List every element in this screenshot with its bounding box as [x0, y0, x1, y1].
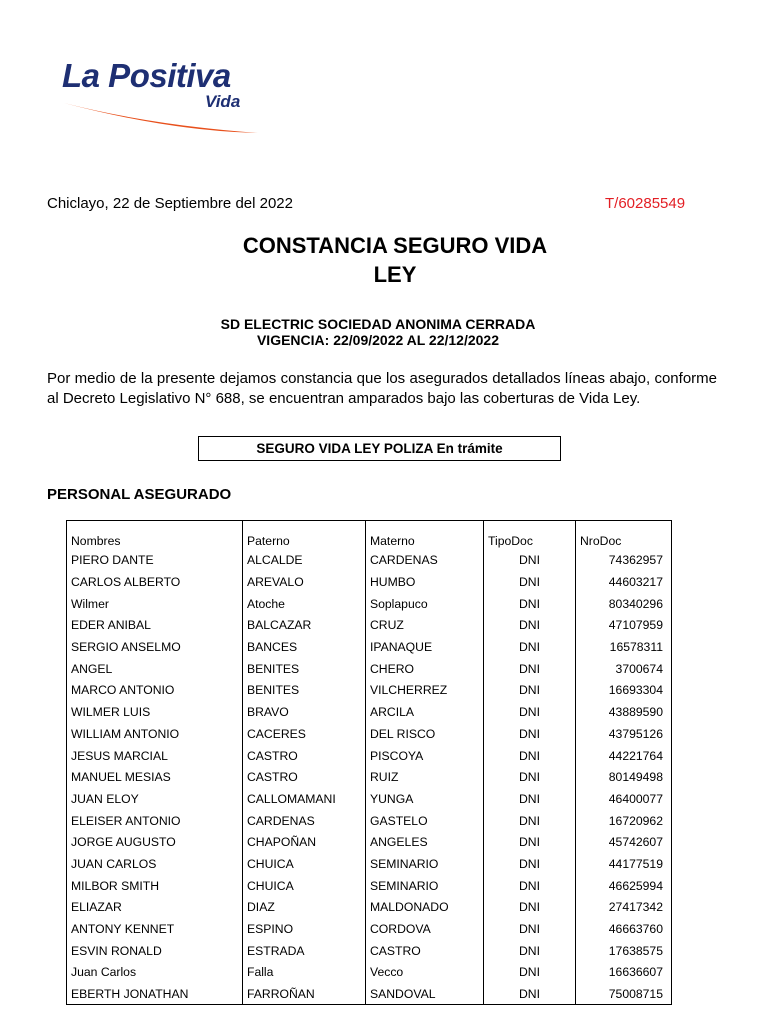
cell-nrodoc: 46625994 [576, 875, 672, 897]
cell-nrodoc: 43889590 [576, 701, 672, 723]
cell-nombres: JUAN ELOY [67, 788, 243, 810]
cell-nrodoc: 74362957 [576, 550, 672, 572]
cell-materno: PISCOYA [366, 745, 484, 767]
insured-personnel-table [66, 520, 672, 1005]
table-row [67, 788, 672, 810]
table-row [67, 810, 672, 832]
cell-nrodoc: 17638575 [576, 940, 672, 962]
table-row [67, 680, 672, 702]
cell-materno: CHERO [366, 658, 484, 680]
cell-nrodoc: 80340296 [576, 593, 672, 615]
cell-tipodoc: DNI [484, 571, 576, 593]
cell-nombres: JUAN CARLOS [67, 853, 243, 875]
vigencia-period: VIGENCIA: 22/09/2022 AL 22/12/2022 [256, 332, 500, 348]
cell-nrodoc: 46400077 [576, 788, 672, 810]
cell-paterno: AREVALO [243, 571, 366, 593]
table-row [67, 723, 672, 745]
cell-paterno: BANCES [243, 636, 366, 658]
cell-nrodoc: 3700674 [576, 658, 672, 680]
header-materno: Materno [366, 521, 484, 550]
document-title-line1: CONSTANCIA SEGURO VIDA [242, 233, 548, 258]
cell-tipodoc: DNI [484, 745, 576, 767]
cell-tipodoc: DNI [484, 875, 576, 897]
table-header-row [67, 521, 672, 550]
cell-paterno: DIAZ [243, 897, 366, 919]
header-nombres: Nombres [67, 521, 243, 550]
cell-materno: CRUZ [366, 615, 484, 637]
cell-materno: VILCHERREZ [366, 680, 484, 702]
cell-tipodoc: DNI [484, 701, 576, 723]
table-row [67, 745, 672, 767]
cell-nombres: ESVIN RONALD [67, 940, 243, 962]
cell-tipodoc: DNI [484, 940, 576, 962]
cell-paterno: ESTRADA [243, 940, 366, 962]
cell-materno: IPANAQUE [366, 636, 484, 658]
cell-nrodoc: 45742607 [576, 831, 672, 853]
cell-materno: ARCILA [366, 701, 484, 723]
reference-number: T/60285549 [605, 195, 686, 212]
table-row [67, 593, 672, 615]
city-date: Chiclayo, 22 de Septiembre del 2022 [47, 195, 293, 212]
cell-paterno: CALLOMAMANI [243, 788, 366, 810]
cell-paterno: FARROÑAN [243, 983, 366, 1005]
cell-nombres: JESUS MARCIAL [67, 745, 243, 767]
cell-nrodoc: 43795126 [576, 723, 672, 745]
header-paterno: Paterno [243, 521, 366, 550]
cell-nombres: MARCO ANTONIO [67, 680, 243, 702]
cell-nombres: MILBOR SMITH [67, 875, 243, 897]
cell-nrodoc: 46663760 [576, 918, 672, 940]
cell-nombres: EDER ANIBAL [67, 615, 243, 637]
table-row [67, 571, 672, 593]
cell-tipodoc: DNI [484, 550, 576, 572]
cell-nombres: MANUEL MESIAS [67, 766, 243, 788]
cell-paterno: Atoche [243, 593, 366, 615]
cell-materno: ANGELES [366, 831, 484, 853]
table-row [67, 636, 672, 658]
cell-nombres: Juan Carlos [67, 962, 243, 984]
table-row [67, 701, 672, 723]
cell-paterno: Falla [243, 962, 366, 984]
table-row [67, 831, 672, 853]
cell-paterno: CHUICA [243, 875, 366, 897]
cell-materno: GASTELO [366, 810, 484, 832]
cell-materno: Vecco [366, 962, 484, 984]
cell-tipodoc: DNI [484, 658, 576, 680]
table-row [67, 615, 672, 637]
cell-materno: CASTRO [366, 940, 484, 962]
cell-nrodoc: 16693304 [576, 680, 672, 702]
cell-paterno: CHUICA [243, 853, 366, 875]
cell-materno: DEL RISCO [366, 723, 484, 745]
cell-nrodoc: 16720962 [576, 810, 672, 832]
cell-nrodoc: 16636607 [576, 962, 672, 984]
header-tipodoc: TipoDoc [484, 521, 576, 550]
cell-tipodoc: DNI [484, 962, 576, 984]
cell-nombres: CARLOS ALBERTO [67, 571, 243, 593]
cell-materno: Soplapuco [366, 593, 484, 615]
cell-materno: RUIZ [366, 766, 484, 788]
cell-paterno: CHAPOÑAN [243, 831, 366, 853]
cell-paterno: BENITES [243, 680, 366, 702]
cell-materno: SANDOVAL [366, 983, 484, 1005]
table-row [67, 983, 672, 1005]
cell-materno: SEMINARIO [366, 853, 484, 875]
cell-nrodoc: 16578311 [576, 636, 672, 658]
cell-tipodoc: DNI [484, 615, 576, 637]
cell-tipodoc: DNI [484, 810, 576, 832]
cell-nombres: ANTONY KENNET [67, 918, 243, 940]
cell-paterno: ALCALDE [243, 550, 366, 572]
cell-paterno: CACERES [243, 723, 366, 745]
cell-tipodoc: DNI [484, 853, 576, 875]
cell-tipodoc: DNI [484, 983, 576, 1005]
table-row [67, 658, 672, 680]
cell-tipodoc: DNI [484, 788, 576, 810]
cell-nombres: ELIAZAR [67, 897, 243, 919]
cell-nrodoc: 44177519 [576, 853, 672, 875]
table-row [67, 962, 672, 984]
cell-nombres: ANGEL [67, 658, 243, 680]
cell-materno: CARDENAS [366, 550, 484, 572]
logo-brand-text: La Positiva [62, 57, 231, 94]
table-row [67, 940, 672, 962]
cell-nrodoc: 47107959 [576, 615, 672, 637]
section-title: PERSONAL ASEGURADO [47, 486, 232, 503]
cell-tipodoc: DNI [484, 897, 576, 919]
company-logo [60, 55, 270, 140]
cell-nrodoc: 27417342 [576, 897, 672, 919]
cell-tipodoc: DNI [484, 918, 576, 940]
cell-tipodoc: DNI [484, 766, 576, 788]
cell-tipodoc: DNI [484, 636, 576, 658]
cell-materno: YUNGA [366, 788, 484, 810]
cell-materno: SEMINARIO [366, 875, 484, 897]
cell-paterno: ESPINO [243, 918, 366, 940]
cell-tipodoc: DNI [484, 593, 576, 615]
table-row [67, 918, 672, 940]
cell-tipodoc: DNI [484, 723, 576, 745]
cell-paterno: BRAVO [243, 701, 366, 723]
cell-nrodoc: 80149498 [576, 766, 672, 788]
logo-sub-text: Vida [205, 92, 241, 111]
cell-nombres: EBERTH JONATHAN [67, 983, 243, 1005]
cell-nombres: WILMER LUIS [67, 701, 243, 723]
table-row [67, 853, 672, 875]
table-row [67, 897, 672, 919]
cell-materno: HUMBO [366, 571, 484, 593]
cell-nrodoc: 44221764 [576, 745, 672, 767]
cell-tipodoc: DNI [484, 680, 576, 702]
table-row [67, 766, 672, 788]
header-nrodoc: NroDoc [576, 521, 672, 550]
cell-nombres: JORGE AUGUSTO [67, 831, 243, 853]
cell-tipodoc: DNI [484, 831, 576, 853]
cell-nrodoc: 44603217 [576, 571, 672, 593]
cell-paterno: CASTRO [243, 766, 366, 788]
cell-materno: MALDONADO [366, 897, 484, 919]
cell-nombres: SERGIO ANSELMO [67, 636, 243, 658]
company-name: SD ELECTRIC SOCIEDAD ANONIMA CERRADA [220, 316, 536, 332]
cell-nombres: PIERO DANTE [67, 550, 243, 572]
document-title-line2: LEY [373, 262, 417, 287]
table-row [67, 875, 672, 897]
cell-paterno: BENITES [243, 658, 366, 680]
policy-status-box: SEGURO VIDA LEY POLIZA En trámite [198, 436, 561, 461]
cell-nombres: WILLIAM ANTONIO [67, 723, 243, 745]
cell-nombres: Wilmer [67, 593, 243, 615]
cell-paterno: CASTRO [243, 745, 366, 767]
intro-paragraph: Por medio de la presente dejamos constancia que los asegurados detallados líneas abajo, conforme al Decreto Legislativo N° 688, se encuentran amparados bajo las coberturas de Vida Ley. [47, 370, 717, 407]
cell-nrodoc: 75008715 [576, 983, 672, 1005]
cell-paterno: BALCAZAR [243, 615, 366, 637]
cell-nombres: ELEISER ANTONIO [67, 810, 243, 832]
table-row [67, 550, 672, 572]
cell-materno: CORDOVA [366, 918, 484, 940]
cell-paterno: CARDENAS [243, 810, 366, 832]
